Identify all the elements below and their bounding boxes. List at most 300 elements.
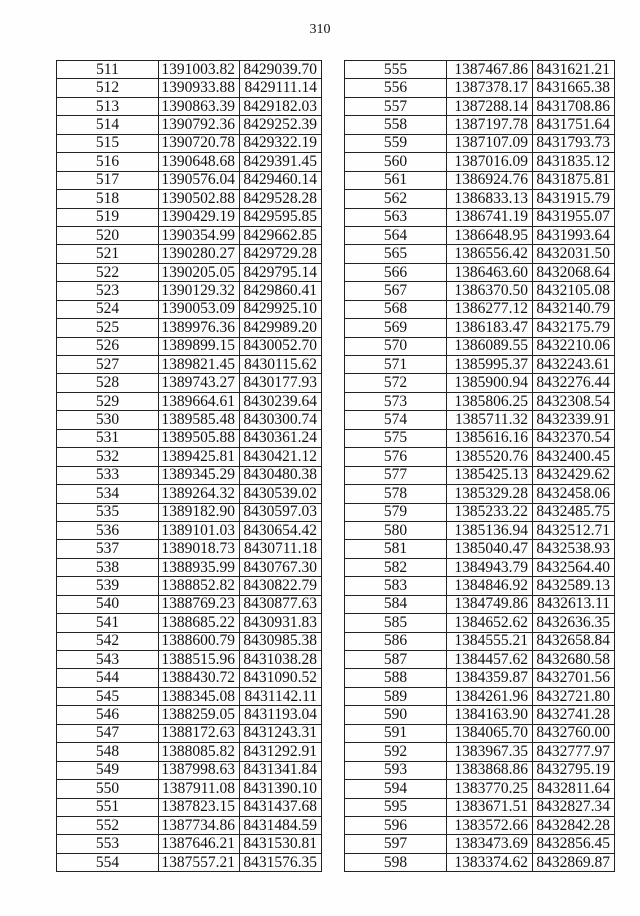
y-coordinate-cell: 8430115.62: [240, 356, 322, 374]
x-coordinate-cell: 1384652.62: [447, 614, 533, 632]
point-number-cell: 598: [345, 853, 447, 871]
x-coordinate-cell: 1387557.21: [159, 853, 240, 871]
y-coordinate-cell: 8432538.93: [533, 540, 615, 558]
y-coordinate-cell: 8431341.84: [240, 761, 322, 779]
x-coordinate-cell: 1383572.66: [447, 816, 533, 834]
y-coordinate-cell: 8431993.64: [533, 226, 615, 244]
x-coordinate-cell: 1386183.47: [447, 319, 533, 337]
y-coordinate-cell: 8430421.12: [240, 448, 322, 466]
table-row: [345, 632, 615, 650]
point-number-cell: 579: [345, 503, 447, 521]
y-coordinate-cell: 8432564.40: [533, 558, 615, 576]
y-coordinate-cell: 8430767.30: [240, 558, 322, 576]
table-row: [345, 282, 615, 300]
y-coordinate-cell: 8432068.64: [533, 263, 615, 281]
table-row: [57, 632, 322, 650]
y-coordinate-cell: 8429595.85: [240, 208, 322, 226]
x-coordinate-cell: 1384261.96: [447, 687, 533, 705]
table-row: [57, 61, 322, 79]
x-coordinate-cell: 1391003.82: [159, 61, 240, 79]
x-coordinate-cell: 1389585.48: [159, 411, 240, 429]
point-number-cell: 575: [345, 429, 447, 447]
y-coordinate-cell: 8432842.28: [533, 816, 615, 834]
y-coordinate-cell: 8431484.59: [240, 816, 322, 834]
point-number-cell: 515: [57, 134, 159, 152]
table-row: [57, 724, 322, 742]
y-coordinate-cell: 8429111.14: [240, 79, 322, 97]
table-row: [57, 208, 322, 226]
point-number-cell: 541: [57, 614, 159, 632]
table-row: [57, 134, 322, 152]
point-number-cell: 544: [57, 669, 159, 687]
point-number-cell: 567: [345, 282, 447, 300]
y-coordinate-cell: 8430877.63: [240, 595, 322, 613]
point-number-cell: 535: [57, 503, 159, 521]
y-coordinate-cell: 8430052.70: [240, 337, 322, 355]
y-coordinate-cell: 8432458.06: [533, 485, 615, 503]
y-coordinate-cell: 8431621.21: [533, 61, 615, 79]
y-coordinate-cell: 8432308.54: [533, 392, 615, 410]
table-row: [57, 429, 322, 447]
point-number-cell: 539: [57, 577, 159, 595]
y-coordinate-cell: 8432658.84: [533, 632, 615, 650]
y-coordinate-cell: 8432339.91: [533, 411, 615, 429]
x-coordinate-cell: 1389821.45: [159, 356, 240, 374]
point-number-cell: 556: [345, 79, 447, 97]
point-number-cell: 546: [57, 706, 159, 724]
table-row: [345, 595, 615, 613]
y-coordinate-cell: 8431875.81: [533, 171, 615, 189]
table-row: [57, 485, 322, 503]
table-row: [345, 356, 615, 374]
x-coordinate-cell: 1384846.92: [447, 577, 533, 595]
y-coordinate-cell: 8431243.31: [240, 724, 322, 742]
x-coordinate-cell: 1385520.76: [447, 448, 533, 466]
x-coordinate-cell: 1387197.78: [447, 116, 533, 134]
x-coordinate-cell: 1390792.36: [159, 116, 240, 134]
table-row: [57, 448, 322, 466]
y-coordinate-cell: 8432856.45: [533, 835, 615, 853]
x-coordinate-cell: 1388259.05: [159, 706, 240, 724]
table-row: [345, 429, 615, 447]
x-coordinate-cell: 1385425.13: [447, 466, 533, 484]
x-coordinate-cell: 1383473.69: [447, 835, 533, 853]
table-row: [57, 706, 322, 724]
x-coordinate-cell: 1385806.25: [447, 392, 533, 410]
point-number-cell: 589: [345, 687, 447, 705]
point-number-cell: 559: [345, 134, 447, 152]
point-number-cell: 564: [345, 226, 447, 244]
x-coordinate-cell: 1386463.60: [447, 263, 533, 281]
y-coordinate-cell: 8429460.14: [240, 171, 322, 189]
x-coordinate-cell: 1383374.62: [447, 853, 533, 871]
x-coordinate-cell: 1389182.90: [159, 503, 240, 521]
table-row: [57, 761, 322, 779]
table-row: [57, 669, 322, 687]
point-number-cell: 525: [57, 319, 159, 337]
y-coordinate-cell: 8432760.00: [533, 724, 615, 742]
y-coordinate-cell: 8432175.79: [533, 319, 615, 337]
y-coordinate-cell: 8429182.03: [240, 97, 322, 115]
point-number-cell: 565: [345, 245, 447, 263]
x-coordinate-cell: 1388769.23: [159, 595, 240, 613]
y-coordinate-cell: 8431793.73: [533, 134, 615, 152]
x-coordinate-cell: 1389743.27: [159, 374, 240, 392]
y-coordinate-cell: 8432680.58: [533, 651, 615, 669]
point-number-cell: 529: [57, 392, 159, 410]
table-row: [345, 300, 615, 318]
table-row: [345, 614, 615, 632]
table-row: [57, 687, 322, 705]
x-coordinate-cell: 1386089.55: [447, 337, 533, 355]
y-coordinate-cell: 8431955.07: [533, 208, 615, 226]
x-coordinate-cell: 1390933.88: [159, 79, 240, 97]
x-coordinate-cell: 1383967.35: [447, 743, 533, 761]
table-row: [57, 97, 322, 115]
point-number-cell: 519: [57, 208, 159, 226]
x-coordinate-cell: 1385995.37: [447, 356, 533, 374]
x-coordinate-cell: 1385616.16: [447, 429, 533, 447]
table-row: [57, 816, 322, 834]
x-coordinate-cell: 1389505.88: [159, 429, 240, 447]
table-row: [57, 595, 322, 613]
x-coordinate-cell: 1387378.17: [447, 79, 533, 97]
point-number-cell: 516: [57, 153, 159, 171]
table-row: [57, 614, 322, 632]
point-number-cell: 520: [57, 226, 159, 244]
table-row: [57, 374, 322, 392]
point-number-cell: 583: [345, 577, 447, 595]
table-row: [57, 282, 322, 300]
x-coordinate-cell: 1390502.88: [159, 190, 240, 208]
y-coordinate-cell: 8430822.79: [240, 577, 322, 595]
table-row: [345, 263, 615, 281]
y-coordinate-cell: 8430985.38: [240, 632, 322, 650]
y-coordinate-cell: 8430480.38: [240, 466, 322, 484]
table-row: [345, 97, 615, 115]
y-coordinate-cell: 8429860.41: [240, 282, 322, 300]
y-coordinate-cell: 8432589.13: [533, 577, 615, 595]
x-coordinate-cell: 1385136.94: [447, 521, 533, 539]
point-number-cell: 591: [345, 724, 447, 742]
table-row: [345, 540, 615, 558]
table-row: [345, 61, 615, 79]
table-row: [57, 853, 322, 871]
y-coordinate-cell: 8431708.86: [533, 97, 615, 115]
table-row: [345, 337, 615, 355]
x-coordinate-cell: 1390648.68: [159, 153, 240, 171]
point-number-cell: 547: [57, 724, 159, 742]
y-coordinate-cell: 8432140.79: [533, 300, 615, 318]
point-number-cell: 596: [345, 816, 447, 834]
table-row: [345, 466, 615, 484]
x-coordinate-cell: 1390205.05: [159, 263, 240, 281]
y-coordinate-cell: 8430597.03: [240, 503, 322, 521]
point-number-cell: 595: [345, 798, 447, 816]
x-coordinate-cell: 1383770.25: [447, 780, 533, 798]
x-coordinate-cell: 1387467.86: [447, 61, 533, 79]
y-coordinate-cell: 8432243.61: [533, 356, 615, 374]
point-number-cell: 534: [57, 485, 159, 503]
y-coordinate-cell: 8432741.28: [533, 706, 615, 724]
x-coordinate-cell: 1387734.86: [159, 816, 240, 834]
point-number-cell: 542: [57, 632, 159, 650]
point-number-cell: 568: [345, 300, 447, 318]
table-row: [57, 226, 322, 244]
point-number-cell: 578: [345, 485, 447, 503]
y-coordinate-cell: 8429729.28: [240, 245, 322, 263]
x-coordinate-cell: 1389976.36: [159, 319, 240, 337]
table-row: [57, 521, 322, 539]
table-row: [345, 208, 615, 226]
table-row: [345, 724, 615, 742]
point-number-cell: 538: [57, 558, 159, 576]
point-number-cell: 511: [57, 61, 159, 79]
table-row: [57, 190, 322, 208]
y-coordinate-cell: 8430300.74: [240, 411, 322, 429]
table-row: [57, 245, 322, 263]
y-coordinate-cell: 8432721.80: [533, 687, 615, 705]
x-coordinate-cell: 1384359.87: [447, 669, 533, 687]
point-number-cell: 548: [57, 743, 159, 761]
x-coordinate-cell: 1388935.99: [159, 558, 240, 576]
table-row: [57, 780, 322, 798]
table-row: [345, 503, 615, 521]
point-number-cell: 585: [345, 614, 447, 632]
point-number-cell: 536: [57, 521, 159, 539]
point-number-cell: 553: [57, 835, 159, 853]
y-coordinate-cell: 8429925.10: [240, 300, 322, 318]
point-number-cell: 594: [345, 780, 447, 798]
point-number-cell: 563: [345, 208, 447, 226]
point-number-cell: 587: [345, 651, 447, 669]
y-coordinate-cell: 8429252.39: [240, 116, 322, 134]
table-row: [345, 485, 615, 503]
x-coordinate-cell: 1384555.21: [447, 632, 533, 650]
table-row: [345, 687, 615, 705]
table-row: [57, 337, 322, 355]
point-number-cell: 561: [345, 171, 447, 189]
table-row: [57, 835, 322, 853]
table-row: [345, 761, 615, 779]
y-coordinate-cell: 8429391.45: [240, 153, 322, 171]
x-coordinate-cell: 1388685.22: [159, 614, 240, 632]
y-coordinate-cell: 8431142.11: [240, 687, 322, 705]
table-row: [345, 669, 615, 687]
coordinates-table-right: [344, 60, 615, 872]
table-row: [57, 153, 322, 171]
x-coordinate-cell: 1388430.72: [159, 669, 240, 687]
point-number-cell: 574: [345, 411, 447, 429]
table-row: [57, 540, 322, 558]
table-row: [345, 171, 615, 189]
table-row: [345, 780, 615, 798]
point-number-cell: 517: [57, 171, 159, 189]
point-number-cell: 540: [57, 595, 159, 613]
x-coordinate-cell: 1387288.14: [447, 97, 533, 115]
x-coordinate-cell: 1389664.61: [159, 392, 240, 410]
point-number-cell: 523: [57, 282, 159, 300]
point-number-cell: 582: [345, 558, 447, 576]
table-row: [345, 448, 615, 466]
x-coordinate-cell: 1384163.90: [447, 706, 533, 724]
y-coordinate-cell: 8431576.35: [240, 853, 322, 871]
table-row: [345, 392, 615, 410]
point-number-cell: 597: [345, 835, 447, 853]
x-coordinate-cell: 1386556.42: [447, 245, 533, 263]
y-coordinate-cell: 8432827.34: [533, 798, 615, 816]
table-row: [345, 853, 615, 871]
x-coordinate-cell: 1383671.51: [447, 798, 533, 816]
point-number-cell: 524: [57, 300, 159, 318]
point-number-cell: 560: [345, 153, 447, 171]
point-number-cell: 513: [57, 97, 159, 115]
x-coordinate-cell: 1390429.19: [159, 208, 240, 226]
y-coordinate-cell: 8432701.56: [533, 669, 615, 687]
table-row: [345, 816, 615, 834]
table-row: [345, 577, 615, 595]
point-number-cell: 551: [57, 798, 159, 816]
y-coordinate-cell: 8429039.70: [240, 61, 322, 79]
point-number-cell: 514: [57, 116, 159, 134]
coordinates-table-left: [56, 60, 322, 872]
point-number-cell: 512: [57, 79, 159, 97]
point-number-cell: 584: [345, 595, 447, 613]
point-number-cell: 533: [57, 466, 159, 484]
table-row: [57, 577, 322, 595]
y-coordinate-cell: 8430361.24: [240, 429, 322, 447]
table-row: [345, 374, 615, 392]
table-row: [345, 706, 615, 724]
x-coordinate-cell: 1387911.08: [159, 780, 240, 798]
point-number-cell: 572: [345, 374, 447, 392]
point-number-cell: 527: [57, 356, 159, 374]
x-coordinate-cell: 1385040.47: [447, 540, 533, 558]
x-coordinate-cell: 1386833.13: [447, 190, 533, 208]
y-coordinate-cell: 8432811.64: [533, 780, 615, 798]
x-coordinate-cell: 1390053.09: [159, 300, 240, 318]
page-number: 310: [309, 22, 331, 37]
y-coordinate-cell: 8431665.38: [533, 79, 615, 97]
x-coordinate-cell: 1386648.95: [447, 226, 533, 244]
y-coordinate-cell: 8432429.62: [533, 466, 615, 484]
y-coordinate-cell: 8432400.45: [533, 448, 615, 466]
y-coordinate-cell: 8432105.08: [533, 282, 615, 300]
table-row: [345, 116, 615, 134]
point-number-cell: 552: [57, 816, 159, 834]
x-coordinate-cell: 1384943.79: [447, 558, 533, 576]
table-row: [57, 116, 322, 134]
x-coordinate-cell: 1387823.15: [159, 798, 240, 816]
table-row: [57, 79, 322, 97]
point-number-cell: 522: [57, 263, 159, 281]
y-coordinate-cell: 8432276.44: [533, 374, 615, 392]
point-number-cell: 528: [57, 374, 159, 392]
table-row: [345, 226, 615, 244]
x-coordinate-cell: 1388085.82: [159, 743, 240, 761]
table-row: [345, 651, 615, 669]
table-row: [57, 798, 322, 816]
point-number-cell: 554: [57, 853, 159, 871]
point-number-cell: 586: [345, 632, 447, 650]
y-coordinate-cell: 8431751.64: [533, 116, 615, 134]
point-number-cell: 555: [345, 61, 447, 79]
y-coordinate-cell: 8432031.50: [533, 245, 615, 263]
y-coordinate-cell: 8431835.12: [533, 153, 615, 171]
point-number-cell: 521: [57, 245, 159, 263]
table-row: [345, 411, 615, 429]
y-coordinate-cell: 8432777.97: [533, 743, 615, 761]
table-row: [57, 300, 322, 318]
x-coordinate-cell: 1390720.78: [159, 134, 240, 152]
table-row: [57, 466, 322, 484]
table-row: [345, 245, 615, 263]
x-coordinate-cell: 1389425.81: [159, 448, 240, 466]
y-coordinate-cell: 8430931.83: [240, 614, 322, 632]
point-number-cell: 558: [345, 116, 447, 134]
x-coordinate-cell: 1386741.19: [447, 208, 533, 226]
x-coordinate-cell: 1389101.03: [159, 521, 240, 539]
x-coordinate-cell: 1390576.04: [159, 171, 240, 189]
y-coordinate-cell: 8429989.20: [240, 319, 322, 337]
y-coordinate-cell: 8432636.35: [533, 614, 615, 632]
x-coordinate-cell: 1386924.76: [447, 171, 533, 189]
table-row: [57, 356, 322, 374]
x-coordinate-cell: 1385711.32: [447, 411, 533, 429]
y-coordinate-cell: 8431390.10: [240, 780, 322, 798]
point-number-cell: 592: [345, 743, 447, 761]
y-coordinate-cell: 8430539.02: [240, 485, 322, 503]
table-row: [57, 171, 322, 189]
x-coordinate-cell: 1390280.27: [159, 245, 240, 263]
y-coordinate-cell: 8430177.93: [240, 374, 322, 392]
x-coordinate-cell: 1385233.22: [447, 503, 533, 521]
y-coordinate-cell: 8430654.42: [240, 521, 322, 539]
x-coordinate-cell: 1389264.32: [159, 485, 240, 503]
table-row: [345, 134, 615, 152]
point-number-cell: 581: [345, 540, 447, 558]
x-coordinate-cell: 1385900.94: [447, 374, 533, 392]
point-number-cell: 573: [345, 392, 447, 410]
x-coordinate-cell: 1387016.09: [447, 153, 533, 171]
y-coordinate-cell: 8432485.75: [533, 503, 615, 521]
y-coordinate-cell: 8431915.79: [533, 190, 615, 208]
point-number-cell: 571: [345, 356, 447, 374]
point-number-cell: 562: [345, 190, 447, 208]
y-coordinate-cell: 8431038.28: [240, 651, 322, 669]
x-coordinate-cell: 1384065.70: [447, 724, 533, 742]
table-row: [57, 558, 322, 576]
table-row: [345, 190, 615, 208]
point-number-cell: 550: [57, 780, 159, 798]
y-coordinate-cell: 8432795.19: [533, 761, 615, 779]
table-row: [345, 558, 615, 576]
table-row: [345, 521, 615, 539]
table-row: [345, 743, 615, 761]
x-coordinate-cell: 1388600.79: [159, 632, 240, 650]
point-number-cell: 569: [345, 319, 447, 337]
point-number-cell: 576: [345, 448, 447, 466]
point-number-cell: 518: [57, 190, 159, 208]
y-coordinate-cell: 8431193.04: [240, 706, 322, 724]
x-coordinate-cell: 1388172.63: [159, 724, 240, 742]
point-number-cell: 545: [57, 687, 159, 705]
point-number-cell: 577: [345, 466, 447, 484]
x-coordinate-cell: 1388515.96: [159, 651, 240, 669]
table-row: [345, 79, 615, 97]
point-number-cell: 532: [57, 448, 159, 466]
table-row: [57, 651, 322, 669]
